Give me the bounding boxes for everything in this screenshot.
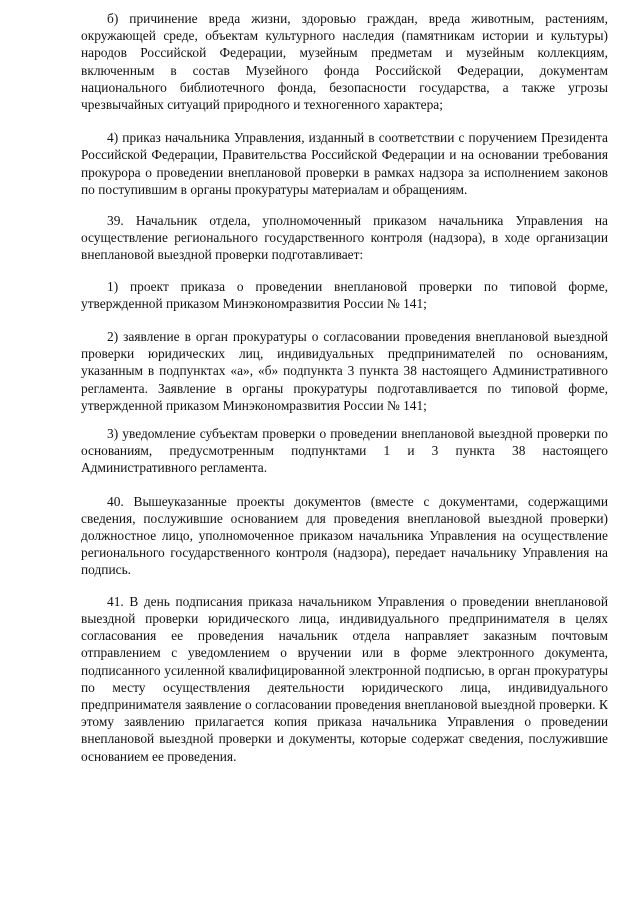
paragraph-4-order: 4) приказ начальника Управления, изданный в соответствии с поручением Президента Российской Федерации, Правительства Российской Федерации и на основании требования прокурора о проведении внеплановой проверки в рамках надзора за исполнением законов по поступившим в органы прокуратуры материалам и обращениям. — [81, 130, 608, 197]
paragraph-39-3: 3) уведомление субъектам проверки о проведении внеплановой выездной проверки по основаниям, предусмотренным подпунктами 1 и 3 пункта 38 настоящего Административного регламента. — [81, 426, 608, 476]
paragraph-41: 41. В день подписания приказа начальником Управления о проведении внеплановой выездной проверки юридического лица, индивидуального предпринимателя в целях согласования ее проведения начальник отдела направляет заказным почтовым отправлением с уведомлением о вручении или в форме электронного документа, подписанного усиленной квалифицированной электронной подписью, в орган прокуратуры по месту осуществления деятельности юридического лица, индивидуального предпринимателя заявление о согласовании проведения внеплановой выездной проверки. К этому заявлению прилагается копия приказа начальника Управления о проведении внеплановой выездной проверки и документы, которые содержат сведения, послужившие основанием ее проведения. — [81, 593, 608, 764]
document-page — [81, 10, 608, 765]
paragraph-b-harm: б) причинение вреда жизни, здоровью граждан, вреда животным, растениям, окружающей среде, объектам культурного наследия (памятникам истории и культуры) народов Российской Федерации, музейным предметам и музейным коллекциям, включенным в состав Музейного фонда Российской Федерации, документам национального библиотечного фонда, безопасности государства, а также угрозы чрезвычайных ситуаций природного и техногенного характера; — [81, 11, 608, 113]
paragraph-40: 40. Вышеуказанные проекты документов (вместе с документами, содержащими сведения, послужившие основанием для проведения внеплановой выездной проверки) должностное лицо, уполномоченное приказом начальника Управления на осуществление регионального государственного контроля (надзора), передает начальнику Управления на подпись. — [81, 493, 608, 578]
paragraph-39: 39. Начальник отдела, уполномоченный приказом начальника Управления на осуществление регионального государственного контроля (надзора), в ходе организации внеплановой выездной проверки подготавливает: — [81, 213, 608, 263]
paragraph-39-2: 2) заявление в орган прокуратуры о согласовании проведения внеплановой выездной проверки юридических лиц, индивидуальных предпринимателей по основаниям, указанным в подпунктах «а», «б» подпункта 3 пункта 38 настоящего Административного регламента. Заявление в органы прокуратуры подготавливается по типовой форме, утвержденной приказом Минэкономразвития России № 141; — [81, 329, 608, 413]
paragraph-39-1: 1) проект приказа о проведении внеплановой проверки по типовой форме, утвержденной приказом Минэкономразвития России № 141; — [81, 278, 608, 311]
